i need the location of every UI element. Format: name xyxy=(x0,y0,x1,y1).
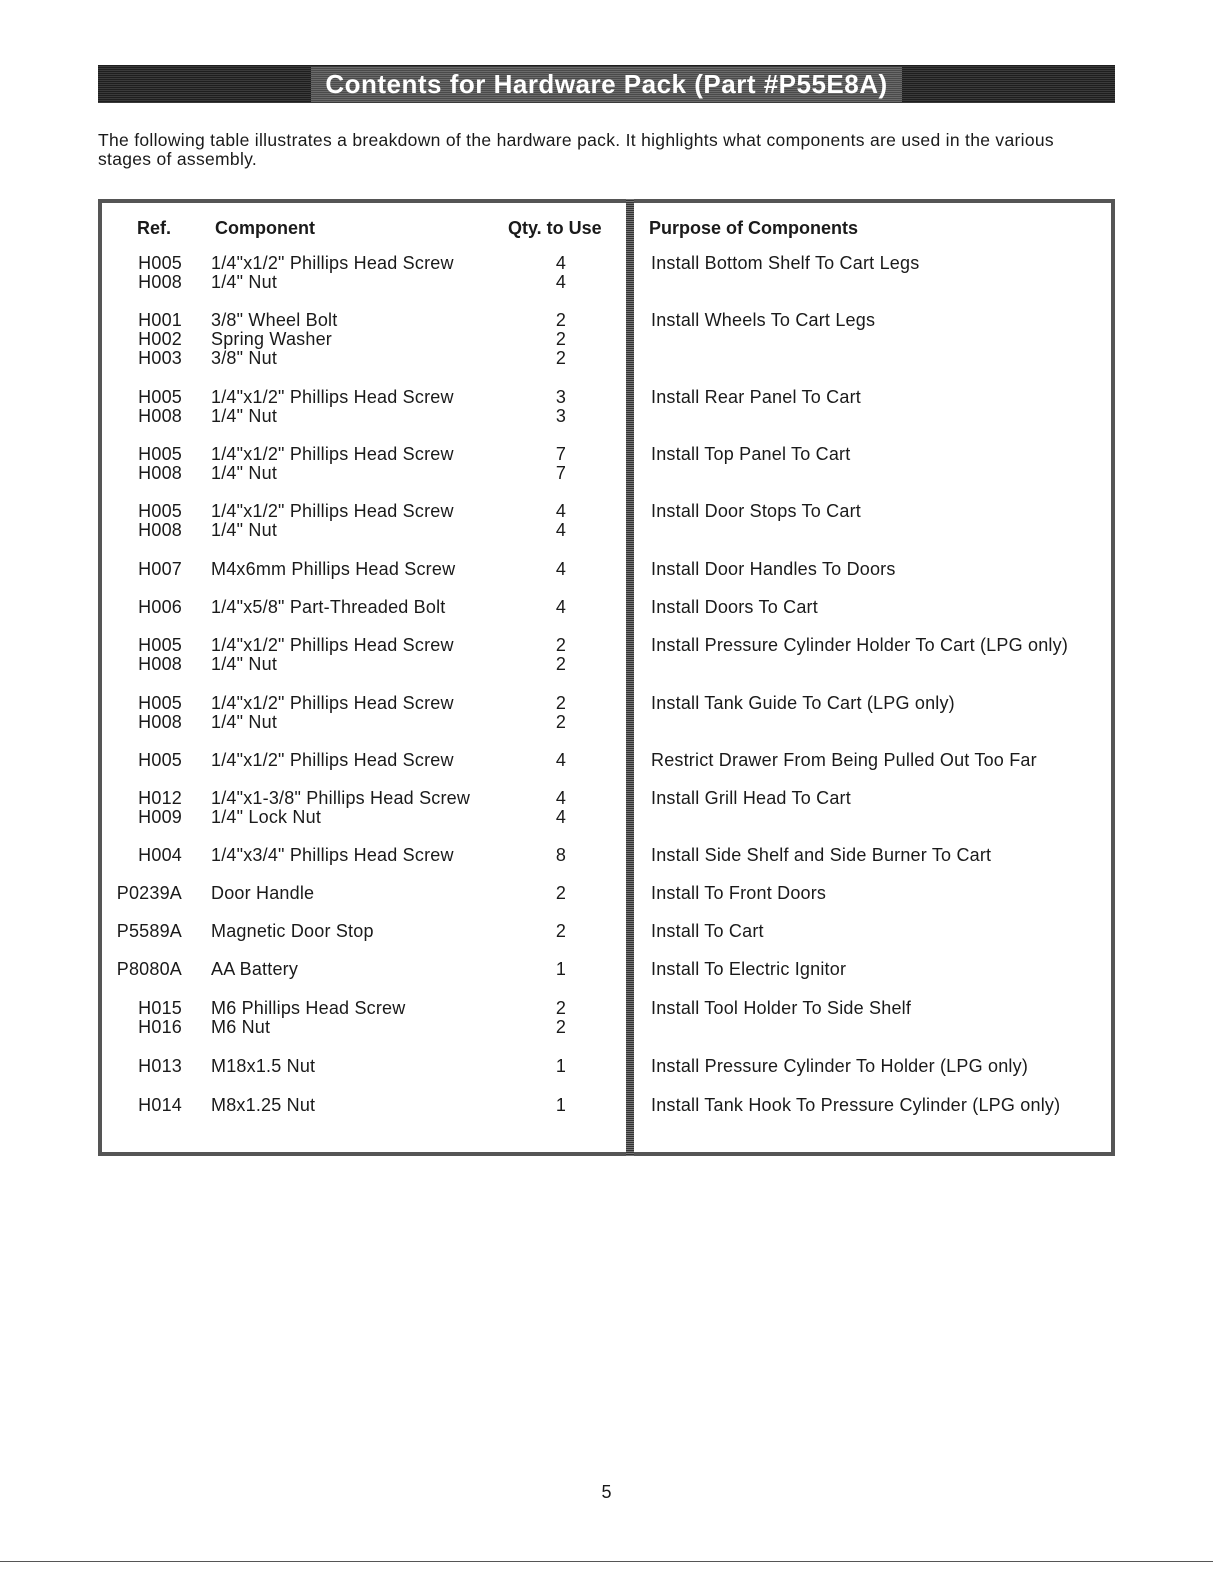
cell-component: 1/4"x1/2" Phillips Head Screw 1/4" Nut xyxy=(211,693,454,732)
cell-purpose: Install Rear Panel To Cart xyxy=(651,387,861,407)
cell-qty: 1 xyxy=(555,1095,567,1115)
cell-purpose: Install Side Shelf and Side Burner To Cart xyxy=(651,845,992,865)
cell-ref: H004 xyxy=(138,845,182,865)
cell-ref: H014 xyxy=(138,1095,182,1115)
cell-purpose: Install Grill Head To Cart xyxy=(651,788,851,808)
cell-ref: H005 H008 xyxy=(138,635,182,674)
cell-ref: H005 H008 xyxy=(138,693,182,732)
cell-purpose: Install To Cart xyxy=(651,921,764,941)
cell-component: 1/4"x1/2" Phillips Head Screw 1/4" Nut xyxy=(211,501,454,540)
cell-ref: H013 xyxy=(138,1056,182,1076)
cell-component: Magnetic Door Stop xyxy=(211,921,374,941)
cell-ref: H006 xyxy=(138,597,182,617)
cell-component: AA Battery xyxy=(211,959,299,979)
cell-ref: H007 xyxy=(138,559,182,579)
cell-ref: H012 H009 xyxy=(138,788,182,827)
cell-qty: 8 xyxy=(555,845,567,865)
cell-component: M8x1.25 Nut xyxy=(211,1095,316,1115)
header-ref: Ref. xyxy=(137,218,172,238)
cell-qty: 4 xyxy=(555,559,567,579)
cell-purpose: Install Tool Holder To Side Shelf xyxy=(651,998,912,1018)
cell-component: Door Handle xyxy=(211,883,315,903)
cell-purpose: Install To Front Doors xyxy=(651,883,827,903)
cell-purpose: Install Door Stops To Cart xyxy=(651,501,861,521)
cell-ref: H015 H016 xyxy=(138,998,182,1037)
page-title: Contents for Hardware Pack (Part #P55E8A) xyxy=(311,67,901,102)
cell-qty: 2 xyxy=(555,921,567,941)
cell-purpose: Install Pressure Cylinder To Holder (LPG only) xyxy=(651,1056,1029,1076)
header-qty: Qty. to Use xyxy=(508,218,602,238)
cell-ref: P8080A xyxy=(116,959,182,979)
cell-qty: 1 xyxy=(555,959,567,979)
header-component: Component xyxy=(215,218,315,238)
cell-component: 1/4"x1/2" Phillips Head Screw 1/4" Nut xyxy=(211,444,454,483)
cell-component: 1/4"x1/2" Phillips Head Screw xyxy=(211,750,454,770)
cell-component: M4x6mm Phillips Head Screw xyxy=(211,559,456,579)
cell-purpose: Install Tank Guide To Cart (LPG only) xyxy=(651,693,955,713)
cell-component: 1/4"x1/2" Phillips Head Screw 1/4" Nut xyxy=(211,387,454,426)
cell-purpose: Install To Electric Ignitor xyxy=(651,959,847,979)
cell-ref: H005 H008 xyxy=(138,444,182,483)
cell-ref: H001 H002 H003 xyxy=(138,310,182,368)
title-banner xyxy=(98,65,1115,103)
cell-purpose: Install Tank Hook To Pressure Cylinder (LPG only) xyxy=(651,1095,1061,1115)
cell-component: 1/4"x1/2" Phillips Head Screw 1/4" Nut xyxy=(211,635,454,674)
cell-qty: 2 xyxy=(555,883,567,903)
cell-component: 1/4"x1/2" Phillips Head Screw 1/4" Nut xyxy=(211,253,454,292)
cell-qty: 4 4 xyxy=(555,501,567,540)
cell-ref: H005 H008 xyxy=(138,253,182,292)
cell-ref: P0239A xyxy=(116,883,182,903)
cell-qty: 2 2 xyxy=(555,635,567,674)
cell-purpose: Restrict Drawer From Being Pulled Out Too Far xyxy=(651,750,1037,770)
cell-ref: H005 H008 xyxy=(138,387,182,426)
cell-purpose: Install Bottom Shelf To Cart Legs xyxy=(651,253,920,273)
cell-component: 1/4"x3/4" Phillips Head Screw xyxy=(211,845,454,865)
cell-qty: 4 xyxy=(555,750,567,770)
cell-component: 1/4"x5/8" Part-Threaded Bolt xyxy=(211,597,446,617)
cell-purpose: Install Wheels To Cart Legs xyxy=(651,310,876,330)
cell-qty: 4 4 xyxy=(555,253,567,292)
cell-component: 3/8" Wheel Bolt Spring Washer 3/8" Nut xyxy=(211,310,338,368)
cell-purpose: Install Pressure Cylinder Holder To Cart (LPG only) xyxy=(651,635,1069,655)
cell-qty: 1 xyxy=(555,1056,567,1076)
cell-qty: 4 4 xyxy=(555,788,567,827)
cell-component: M6 Phillips Head Screw M6 Nut xyxy=(211,998,406,1037)
cell-qty: 7 7 xyxy=(555,444,567,483)
cell-purpose: Install Top Panel To Cart xyxy=(651,444,851,464)
cell-qty: 3 3 xyxy=(555,387,567,426)
header-purpose: Purpose of Components xyxy=(649,218,859,238)
intro-paragraph: The following table illustrates a breakdown of the hardware pack. It highlights what components are used in the various stages of assembly. xyxy=(98,130,1054,169)
cell-qty: 2 2 xyxy=(555,693,567,732)
page-number: 5 xyxy=(601,1482,612,1502)
cell-ref: P5589A xyxy=(116,921,182,941)
cell-ref: H005 H008 xyxy=(138,501,182,540)
cell-qty: 2 2 2 xyxy=(555,310,567,368)
cell-component: 1/4"x1-3/8" Phillips Head Screw 1/4" Lock Nut xyxy=(211,788,471,827)
page-bottom-rule xyxy=(0,1561,1213,1562)
cell-purpose: Install Doors To Cart xyxy=(651,597,818,617)
cell-qty: 4 xyxy=(555,597,567,617)
column-divider xyxy=(626,199,634,1156)
cell-qty: 2 2 xyxy=(555,998,567,1037)
cell-component: M18x1.5 Nut xyxy=(211,1056,316,1076)
cell-purpose: Install Door Handles To Doors xyxy=(651,559,896,579)
cell-ref: H005 xyxy=(138,750,182,770)
